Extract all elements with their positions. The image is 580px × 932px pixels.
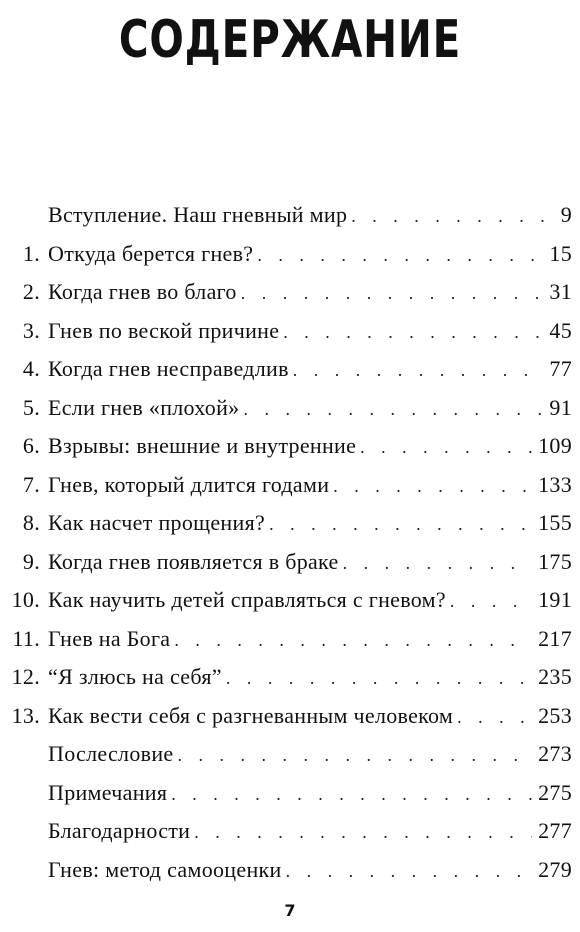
toc-entry-title: Как насчет прощения?	[48, 510, 266, 536]
toc-entry-page: 277	[538, 818, 572, 844]
toc-entry-title: Гнев, который длится годами	[48, 471, 330, 497]
toc-entry	[0, 427, 580, 466]
toc-entry-page: 77	[549, 356, 572, 382]
toc-entry-title: Примечания	[48, 779, 168, 805]
dot-leader	[171, 784, 532, 805]
dot-leader	[243, 399, 543, 420]
toc-entry	[0, 389, 580, 428]
toc-entry-title: Благодарности	[48, 818, 191, 844]
toc-entry	[0, 735, 580, 774]
toc-entry	[0, 312, 580, 351]
toc-entry-page: 235	[538, 664, 572, 690]
toc-entry-number: 9.	[22, 548, 40, 574]
toc-entry	[0, 851, 580, 890]
toc-entry-page: 9	[560, 202, 572, 228]
toc-entry	[0, 504, 580, 543]
toc-entry-page: 275	[538, 779, 572, 805]
toc-entry-number: 4.	[22, 356, 40, 382]
toc-entry	[0, 812, 580, 851]
toc-entry	[0, 466, 580, 505]
toc-entry-title: Вступление. Наш гневный мир	[48, 202, 348, 228]
toc-entry-page: 15	[549, 240, 572, 266]
dot-leader	[360, 437, 532, 458]
dot-leader	[293, 360, 544, 381]
toc-entry-number: 6.	[22, 433, 40, 459]
dot-leader	[283, 322, 543, 343]
dot-leader	[333, 476, 532, 497]
toc-entry-page: 155	[538, 510, 572, 536]
toc-entry-page: 217	[538, 625, 572, 651]
dot-leader	[457, 707, 532, 728]
toc-entry-title: “Я злюсь на себя”	[48, 664, 222, 690]
toc-entry-title: Когда гнев появляется в браке	[48, 548, 339, 574]
toc-entry-title: Как научить детей справляться с гневом?	[48, 587, 446, 613]
toc-entry-page: 279	[538, 856, 572, 882]
toc-entry	[0, 581, 580, 620]
toc-entry	[0, 196, 580, 235]
toc-entry-page: 45	[549, 317, 572, 343]
toc-entry-number: 5.	[22, 394, 40, 420]
dot-leader	[194, 822, 532, 843]
dot-leader	[226, 668, 532, 689]
toc-entry-title: Когда гнев несправедлив	[48, 356, 289, 382]
toc-entry-title: Когда гнев во благо	[48, 279, 237, 305]
toc-entry-number: 3.	[22, 317, 40, 343]
toc-entry-page: 273	[538, 741, 572, 767]
toc-entry-title: Гнев по веской причине	[48, 317, 280, 343]
toc-entry-title: Гнев на Бога	[48, 625, 171, 651]
toc-entry-page: 175	[538, 548, 572, 574]
dot-leader	[241, 283, 544, 304]
toc-entry-page: 109	[538, 433, 572, 459]
toc-entry	[0, 697, 580, 736]
dot-leader	[177, 745, 532, 766]
toc-entry	[0, 658, 580, 697]
toc-entry-page: 133	[538, 471, 572, 497]
toc-entry-page: 191	[538, 587, 572, 613]
toc-entry-number: 8.	[22, 510, 40, 536]
toc-entry	[0, 235, 580, 274]
toc-entry-title: Гнев: метод самооценки	[48, 856, 282, 882]
toc-entry-number: 7.	[22, 471, 40, 497]
toc-entry	[0, 620, 580, 659]
dot-leader	[257, 245, 543, 266]
toc-entry-title: Взрывы: внешние и внутренние	[48, 433, 357, 459]
dot-leader	[269, 514, 532, 535]
toc-entry-number: 10.	[11, 587, 40, 613]
dot-leader	[450, 591, 532, 612]
toc-entry-page: 31	[549, 279, 572, 305]
page-number: 7	[284, 901, 296, 920]
page-title: СОДЕРЖАНИЕ	[118, 10, 462, 70]
toc-entry	[0, 543, 580, 582]
dot-leader	[286, 861, 533, 882]
toc-entry-title: Откуда берется гнев?	[48, 240, 254, 266]
toc-entry	[0, 774, 580, 813]
dot-leader	[351, 206, 554, 227]
toc-entry-page: 253	[538, 702, 572, 728]
table-of-contents	[0, 196, 580, 889]
dot-leader	[174, 630, 532, 651]
toc-entry-number: 13.	[11, 702, 40, 728]
toc-entry	[0, 273, 580, 312]
toc-entry-number: 2.	[22, 279, 40, 305]
toc-entry-page: 91	[549, 394, 572, 420]
toc-entry-title: Если гнев «плохой»	[48, 394, 240, 420]
dot-leader	[343, 553, 533, 574]
toc-entry-title: Как вести себя с разгневанным человеком	[48, 702, 454, 728]
toc-entry-number: 1.	[22, 240, 40, 266]
toc-entry-number: 12.	[11, 664, 40, 690]
toc-entry	[0, 350, 580, 389]
toc-entry-title: Послесловие	[48, 741, 174, 767]
toc-entry-number: 11.	[12, 625, 40, 651]
